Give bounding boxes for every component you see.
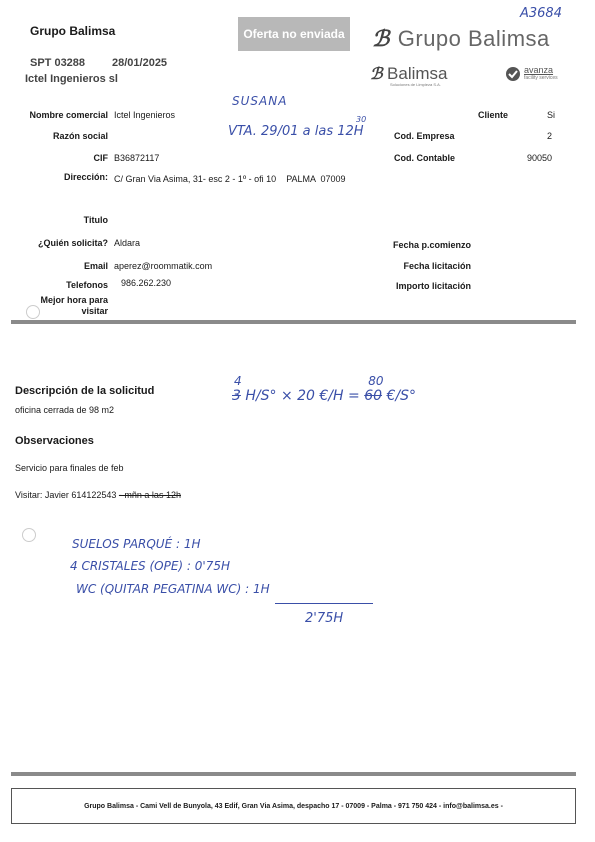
grupo-balimsa-logo — [372, 26, 550, 52]
footer-text: Grupo Balimsa - Cami Vell de Bunyola, 43 Edif, Gran Via Asima, despacho 17 - 07009 - Palma - 971 750 424 - info@balimsa.es - — [84, 802, 503, 810]
footer-box — [11, 788, 576, 824]
mejor-hora-label-line1: Mejor hora para — [40, 295, 108, 305]
handwritten-name: SUSANA — [232, 94, 288, 108]
avanza-check-icon — [505, 66, 521, 82]
mejor-hora-label — [40, 295, 108, 317]
telefonos-value: 986.262.230 — [121, 278, 172, 288]
quien-solicita-label: ¿Quién solicita? — [37, 238, 108, 248]
calc-formula: H/S° × 20 €/H = — [245, 388, 360, 404]
handwritten-visit-note: VTA. 29/01 a las 12H — [228, 124, 364, 139]
punch-hole — [26, 305, 40, 319]
cif-label: CIF — [93, 153, 108, 163]
handwritten-line-2: 4 CRISTALES (OPE) : 0'75H — [70, 559, 230, 573]
company-name: Grupo Balimsa — [30, 24, 116, 38]
reference-code: SPT 03288 — [30, 57, 86, 69]
status-badge-label: Oferta no enviada — [243, 27, 345, 41]
section-divider-bottom — [11, 772, 576, 776]
logo-main-text: Grupo Balimsa — [397, 26, 550, 51]
handwritten-line-1: SUELOS PARQUÉ : 1H — [72, 537, 201, 551]
calc-old-price: 60 — [364, 388, 383, 404]
cod-contable-label: Cod. Contable — [394, 153, 455, 163]
avanza-tagline: facility services — [524, 75, 558, 81]
observaciones-title: Observaciones — [15, 435, 94, 447]
descripcion-title: Descripción de la solicitud — [15, 385, 155, 397]
document-date: 28/01/2025 — [112, 57, 168, 69]
descripcion-text: oficina cerrada de 98 m2 — [15, 405, 115, 415]
handwritten-sum-line — [275, 603, 373, 604]
balimsa-logo — [370, 64, 448, 87]
email-label: Email — [83, 261, 108, 271]
client-name: Ictel Ingenieros sl — [25, 73, 118, 85]
importe-licitacion-label: Importo licitación — [395, 281, 471, 291]
mejor-hora-label-line2: visitar — [81, 306, 108, 316]
fecha-licitacion-label: Fecha licitación — [403, 261, 471, 271]
direccion-label: Dirección: — [63, 172, 108, 182]
status-badge — [238, 17, 350, 51]
section-divider-top — [11, 320, 576, 324]
quien-solicita-value: Aldara — [114, 238, 141, 248]
direccion-value: C/ Gran Via Asima, 31- esc 2 - 1º - ofi 10 PALMA 07009 — [114, 174, 346, 184]
avanza-text: avanza — [524, 65, 554, 75]
nombre-comercial-value: Ictel Ingenieros — [114, 110, 176, 120]
observaciones-text: Servicio para finales de feb — [15, 463, 124, 473]
cliente-value: Si — [546, 110, 555, 120]
handwritten-calc — [232, 374, 416, 404]
handwritten-line-3: WC (QUITAR PEGATINA WC) : 1H — [76, 582, 270, 596]
logo-secondary-text: Balimsa — [387, 64, 448, 83]
visitar-prefix: Visitar: Javier 614122543 — [15, 490, 117, 500]
cod-empresa-label: Cod. Empresa — [394, 131, 455, 141]
titulo-label: Titulo — [83, 215, 108, 225]
balimsa-logo-icon: ℬ — [372, 26, 390, 51]
razon-social-label: Razón social — [52, 131, 108, 141]
cif-value: B36872117 — [114, 153, 160, 163]
calc-price-unit: €/S° — [386, 388, 416, 404]
visitar-struck: - mñn a las 12h — [118, 490, 181, 500]
punch-hole-middle — [22, 528, 36, 542]
cod-contable-value: 90050 — [526, 153, 552, 163]
nombre-comercial-label: Nombre comercial — [29, 110, 108, 120]
handwritten-visit-superscript: 30 — [356, 115, 367, 124]
cliente-label: Cliente — [477, 110, 508, 120]
telefonos-label: Telefonos — [66, 280, 108, 290]
calc-new-value: 4 — [234, 374, 242, 388]
balimsa-small-icon: ℬ — [370, 66, 383, 83]
logo-secondary-tagline: Soluciones de Limpieza S.A. — [390, 82, 441, 87]
calc-new-price: 80 — [368, 374, 384, 388]
fecha-comienzo-label: Fecha p.comienzo — [392, 240, 471, 250]
handwritten-reference: A3684 — [520, 6, 562, 21]
visitar-line — [15, 490, 181, 500]
handwritten-total: 2'75H — [305, 611, 344, 626]
calc-old-value: 3 — [232, 388, 241, 404]
email-value: aperez@roommatik.com — [114, 261, 213, 271]
cod-empresa-value: 2 — [546, 131, 552, 141]
avanza-logo — [505, 66, 558, 82]
